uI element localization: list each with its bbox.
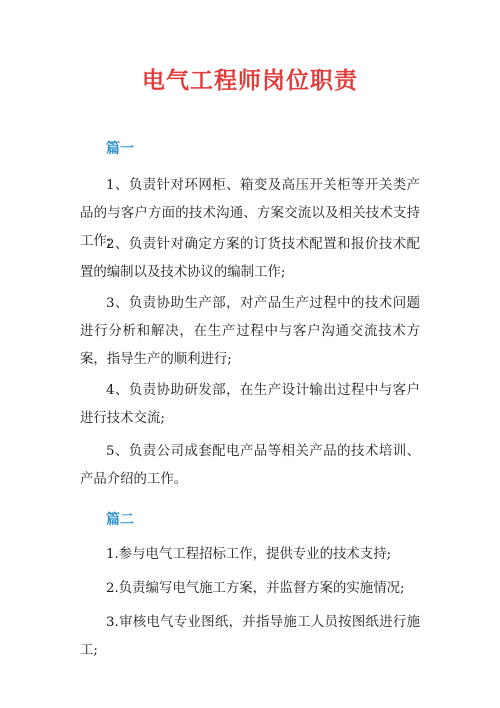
section-1-paragraph-4: 4、负责协助研发部，在生产设计输出过程中与客户进行技术交流;	[80, 383, 420, 426]
section-heading-1: 篇一	[106, 141, 134, 157]
section-2-paragraph-3: 3.审核电气专业图纸，并指导施工人员按图纸进行施工;	[80, 615, 420, 658]
section-1-paragraph-5: 5、负责公司成套配电产品等相关产品的技术培训、产品介绍的工作。	[80, 444, 420, 487]
document-title: 电气工程师岗位职责	[142, 68, 358, 94]
section-1-paragraph-3: 3、负责协助生产部，对产品生产过程中的技术问题进行分析和解决，在生产过程中与客户沟通交流技术方案，指导生产的顺利进行;	[80, 296, 420, 367]
section-1-paragraph-2: 2、负责针对确定方案的订货技术配置和报价技术配置的编制以及技术协议的编制工作;	[80, 237, 420, 280]
section-1-paragraph-1: 1、负责针对环网柜、箱变及高压开关柜等开关类产品的与客户方面的技术沟通、方案交流以及相关技术支持工作;	[80, 178, 420, 249]
section-2-paragraph-1: 1.参与电气工程招标工作，提供专业的技术支持;	[106, 547, 392, 562]
section-heading-2: 篇二	[106, 512, 134, 528]
section-2-paragraph-2: 2.负责编写电气施工方案，并监督方案的实施情况;	[106, 581, 405, 596]
